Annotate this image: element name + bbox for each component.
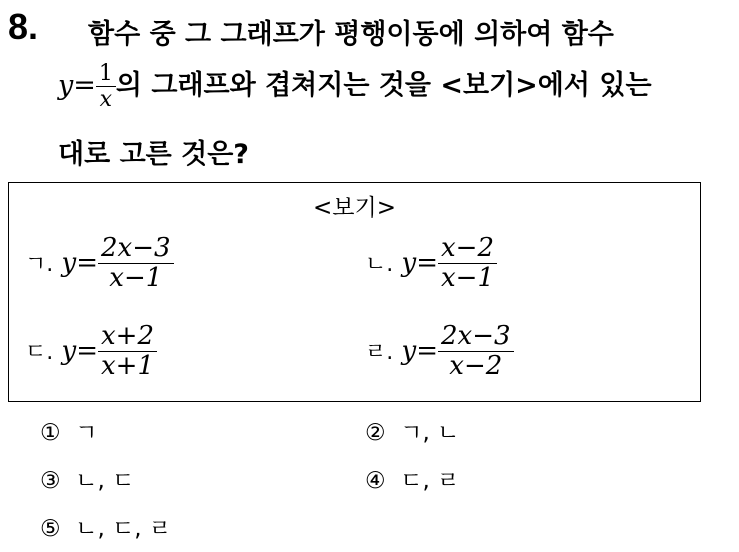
question-line-2 <box>58 62 652 111</box>
option-equals: = <box>416 335 439 366</box>
option-equals: = <box>416 247 439 278</box>
option-label: ㄱ. <box>25 251 54 277</box>
answer-text: ㄱ, ㄴ <box>400 420 460 446</box>
option-denominator: x+1 <box>98 351 157 380</box>
answer-mark: ① <box>40 420 61 446</box>
option-equals: = <box>76 247 99 278</box>
question-line-2-text: 의 그래프와 겹쳐지는 것을 <보기>에서 있는 <box>115 70 652 102</box>
option-fraction <box>98 323 157 381</box>
option-label: ㄹ. <box>365 339 394 365</box>
option-digeut <box>25 323 157 381</box>
option-fraction <box>438 323 514 381</box>
option-variable: y <box>401 335 417 366</box>
answer-choice-4[interactable] <box>365 462 459 495</box>
option-fraction <box>98 235 174 293</box>
option-nieun <box>365 235 497 293</box>
option-denominator: x−1 <box>98 263 174 292</box>
answer-choice-5[interactable] <box>40 510 171 543</box>
fraction-numerator: 1 <box>98 61 113 86</box>
option-numerator: 2x−3 <box>441 321 511 351</box>
answer-mark: ④ <box>365 468 386 494</box>
option-label: ㄴ. <box>365 251 394 277</box>
option-fraction <box>438 235 497 293</box>
question-line-1: 함수 중 그 그래프가 평행이동에 의하여 함수 <box>88 19 614 50</box>
answer-choice-1[interactable] <box>40 414 97 447</box>
option-denominator: x−2 <box>438 351 514 380</box>
reciprocal-fraction <box>96 62 116 111</box>
option-variable: y <box>61 247 77 278</box>
answer-text: ㄱ <box>75 420 98 446</box>
option-rieul <box>365 323 514 381</box>
equals-sign: = <box>73 70 96 102</box>
function-variable: y <box>58 70 74 102</box>
option-denominator: x−1 <box>438 263 497 292</box>
answer-choice-2[interactable] <box>365 414 459 447</box>
answer-mark: ② <box>365 420 386 446</box>
answer-mark: ⑤ <box>40 516 61 542</box>
option-variable: y <box>401 247 417 278</box>
option-numerator: x+2 <box>101 321 155 351</box>
question-number: 8. <box>8 6 39 47</box>
question-line-3: 대로 고른 것은? <box>58 139 249 170</box>
answer-text: ㄷ, ㄹ <box>400 468 460 494</box>
option-numerator: 2x−3 <box>101 233 171 263</box>
option-numerator: x−2 <box>441 233 495 263</box>
fraction-denominator: x <box>96 86 116 111</box>
option-label: ㄷ. <box>25 339 54 365</box>
answer-text: ㄴ, ㄷ, ㄹ <box>75 516 172 542</box>
option-giyeok <box>25 235 174 293</box>
answer-mark: ③ <box>40 468 61 494</box>
example-box <box>8 182 701 402</box>
option-variable: y <box>61 335 77 366</box>
answer-text: ㄴ, ㄷ <box>75 468 135 494</box>
answer-choice-3[interactable] <box>40 462 134 495</box>
option-equals: = <box>76 335 99 366</box>
example-box-title: <보기> <box>313 195 396 221</box>
